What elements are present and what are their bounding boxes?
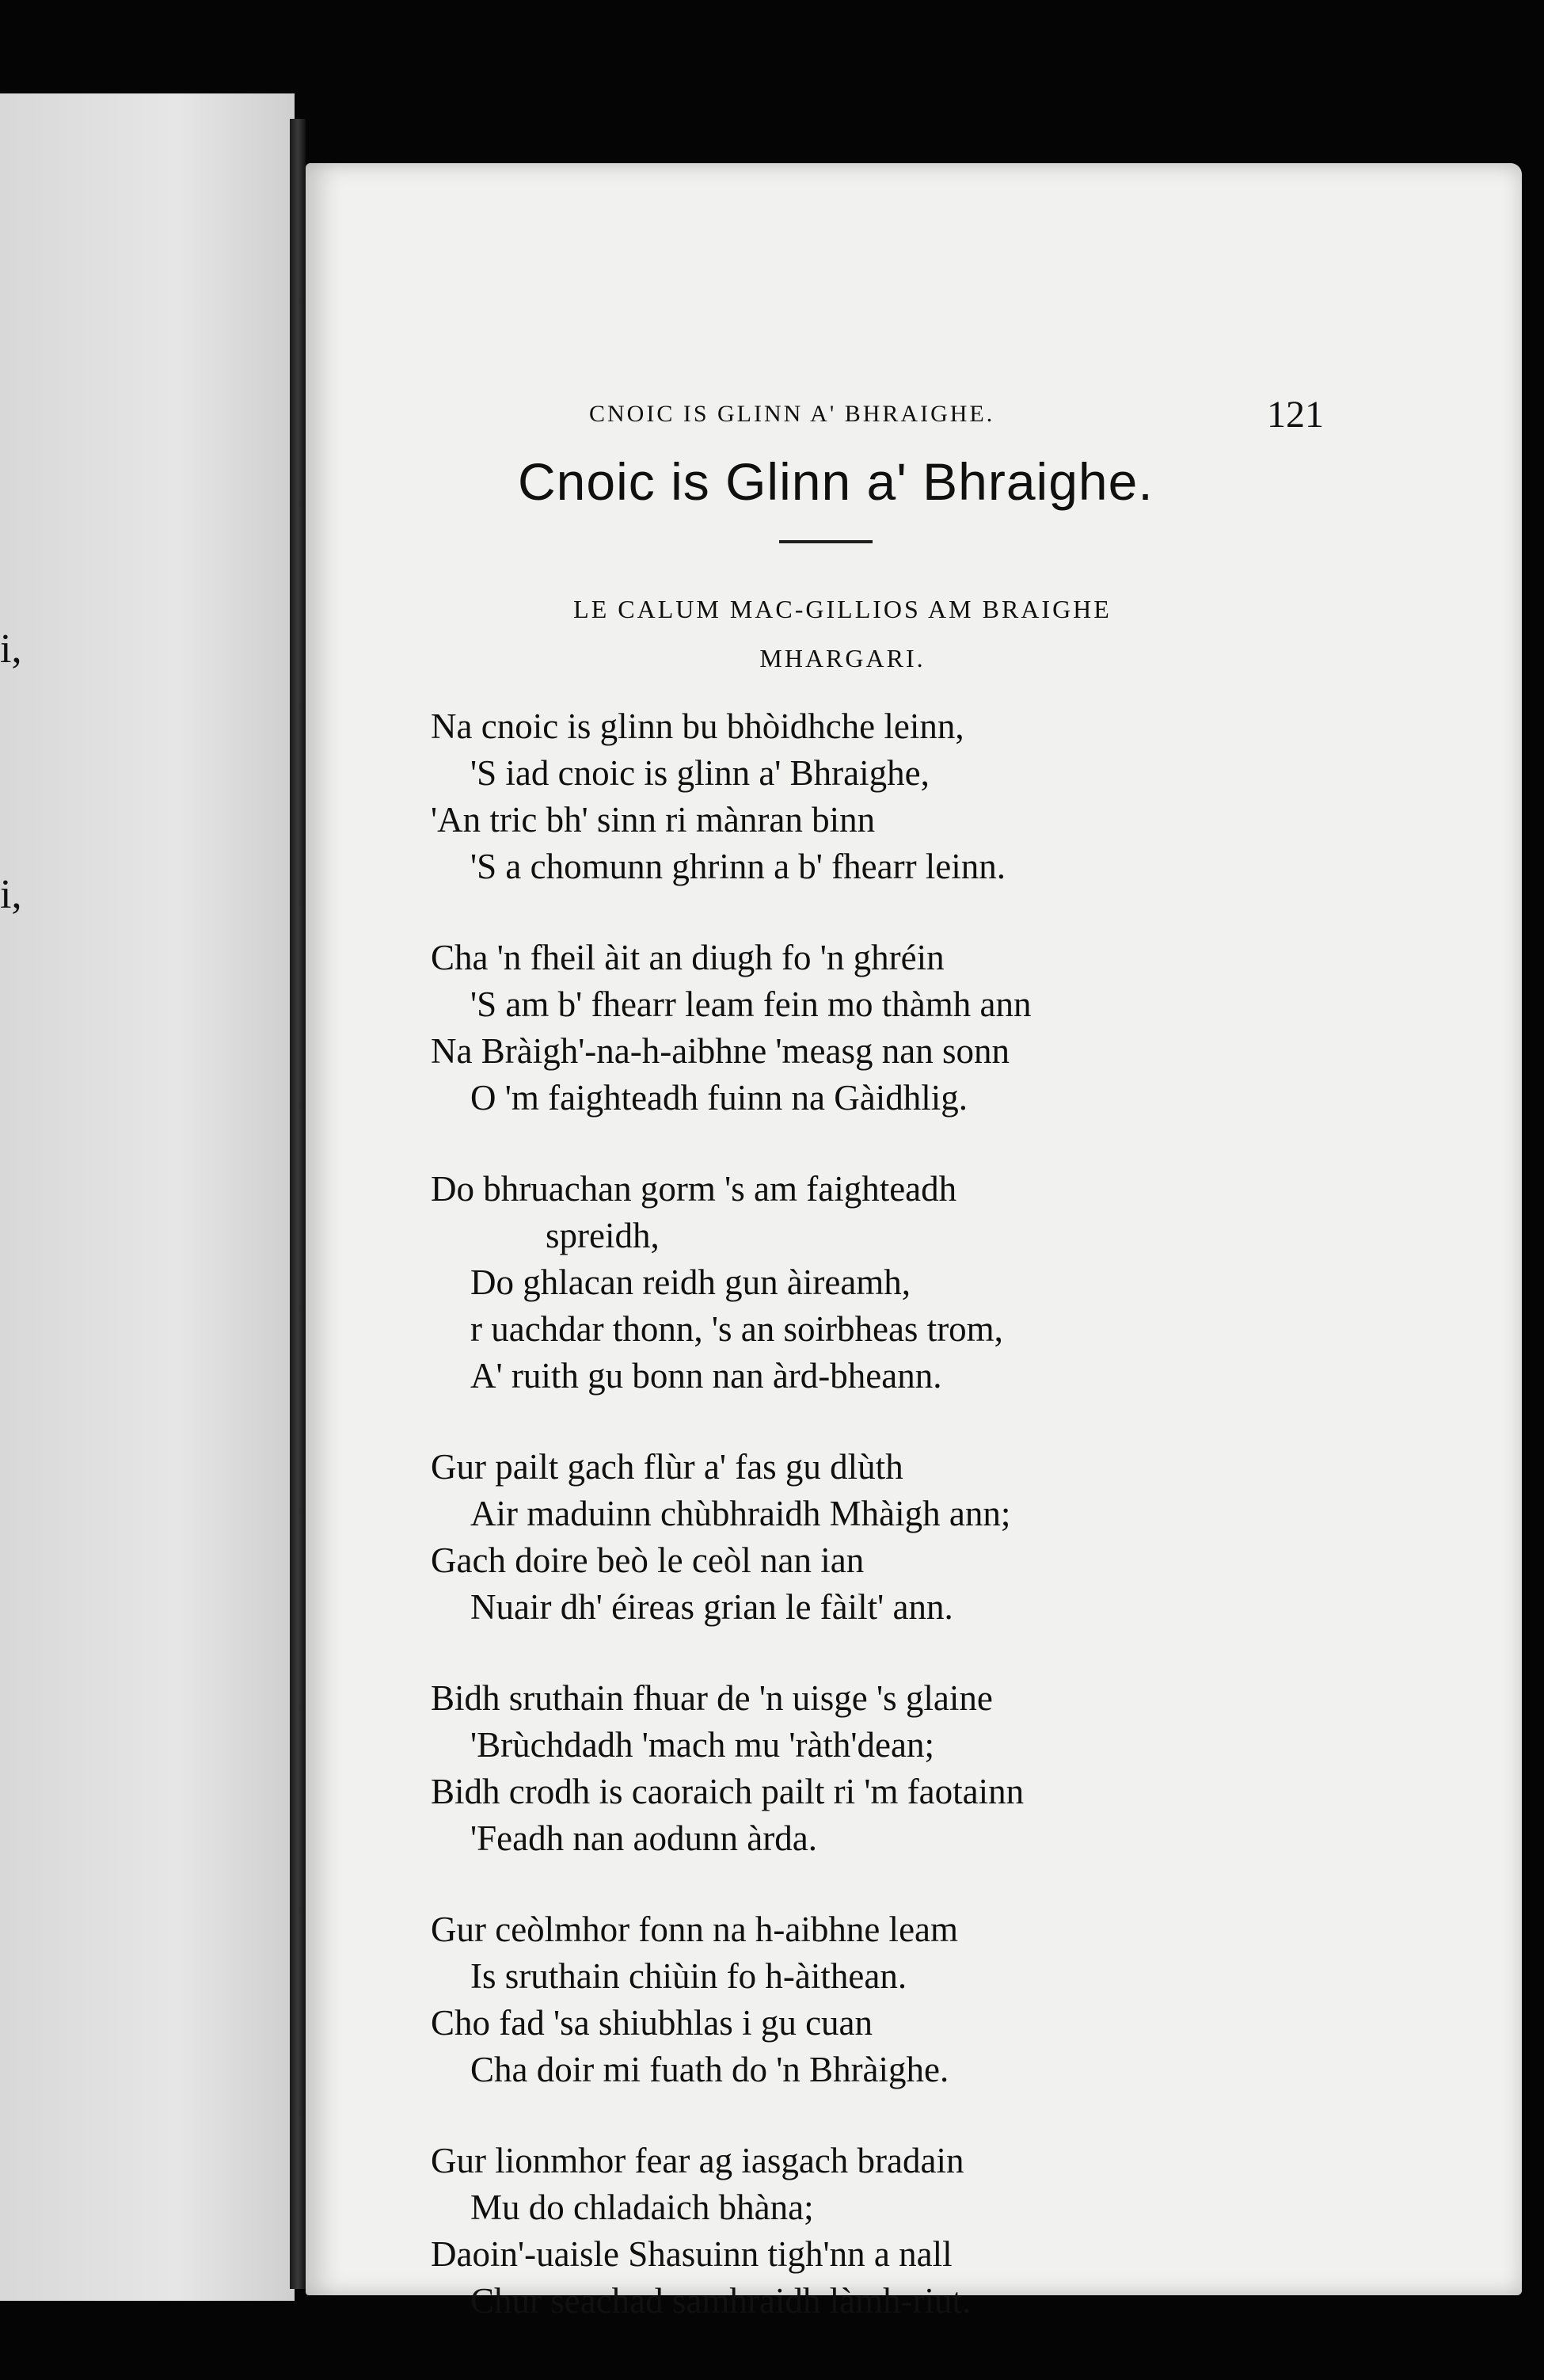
page-content xyxy=(399,393,1492,2369)
verse-line: Gur ceòlmhor fonn na h-aibhne leam xyxy=(431,1910,959,1949)
stanza-2 xyxy=(431,935,1492,1121)
verse-line: 'Brùchdadh 'mach mu 'ràth'dean; xyxy=(470,1725,934,1765)
verse-line xyxy=(431,1166,1191,1213)
stanza-3 xyxy=(431,1166,1492,1399)
stanza-5 xyxy=(431,1675,1492,1862)
running-head-title: CNOIC IS GLINN A' BHRAIGHE. xyxy=(589,401,995,427)
author-line: LE CALUM MAC-GILLIOS AM BRAIGHE xyxy=(573,595,1112,623)
verse-line: Is sruthain chiùin fo h-àithean. xyxy=(470,1956,907,1996)
stanza-4 xyxy=(431,1444,1492,1631)
verse-line: A' ruith gu bonn nan àrd-bheann. xyxy=(470,1356,942,1396)
verse-line: Air maduinn chùbhraidh Mhàigh ann; xyxy=(470,1494,1011,1533)
stanza-6 xyxy=(431,1906,1492,2093)
left-page-fragment: i, xyxy=(0,872,22,917)
verse-line: Chur seachad samhraidh làmh-riut. xyxy=(470,2281,972,2321)
poem-title: Cnoic is Glinn a' Bhraighe. xyxy=(518,452,1154,511)
verse-line: 'S a chomunn ghrinn a b' fhearr leinn. xyxy=(470,847,1006,886)
verse-line: Gach doire beò le ceòl nan ian xyxy=(431,1540,865,1580)
verse-line: r uachdar thonn, 's an soirbheas trom, xyxy=(470,1309,1003,1349)
title-rule xyxy=(779,540,873,543)
verse-line: Nuair dh' éireas grian le fàilt' ann. xyxy=(470,1587,953,1627)
verse-line: Cho fad 'sa shiubhlas i gu cuan xyxy=(431,2003,873,2043)
verse-line: Cha 'n fheil àit an diugh fo 'n ghréin xyxy=(431,938,945,977)
verse-line: Daoin'-uaisle Shasuinn tigh'nn a nall xyxy=(431,2234,953,2274)
author-byline xyxy=(518,585,1167,683)
verse-line: Na Bràigh'-na-h-aibhne 'measg nan sonn xyxy=(431,1031,1010,1071)
verse-line: 'S iad cnoic is glinn a' Bhraighe, xyxy=(470,753,930,793)
verse-line-text: Do bhruachan gorm 's am faighteadh xyxy=(431,1169,957,1209)
verse-line: Bidh crodh is caoraich pailt ri 'm faotainn xyxy=(431,1772,1025,1811)
author-line: MHARGARI. xyxy=(759,644,926,672)
verse-line: 'Feadh nan aodunn àrda. xyxy=(470,1818,817,1858)
verse-line-continuation: spreidh, xyxy=(546,1216,660,1255)
verse-line: Gur lionmhor fear ag iasgach bradain xyxy=(431,2141,964,2180)
verse-line: O 'm faighteadh fuinn na Gàidhlig. xyxy=(470,1078,968,1118)
verse-line: Gur pailt gach flùr a' fas gu dlùth xyxy=(431,1447,903,1487)
verse-line: Do ghlacan reidh gun àireamh, xyxy=(470,1262,911,1302)
verse-line: 'An tric bh' sinn ri mànran binn xyxy=(431,800,876,840)
page-number: 121 xyxy=(1267,394,1324,436)
right-page xyxy=(306,163,1522,2321)
running-head xyxy=(399,393,1492,448)
verse-line: 'S am b' fhearr leam fein mo thàmh ann xyxy=(470,984,1032,1024)
verse-line: Na cnoic is glinn bu bhòidhche leinn, xyxy=(431,706,964,746)
stanza-1 xyxy=(431,703,1492,890)
poem-body xyxy=(431,703,1492,2325)
left-page-fragment: i, xyxy=(0,626,22,672)
verse-line: Cha doir mi fuath do 'n Bhràighe. xyxy=(470,2050,949,2089)
verse-line: Mu do chladaich bhàna; xyxy=(470,2188,814,2227)
stanza-7 xyxy=(431,2138,1492,2325)
book-gutter xyxy=(290,119,306,2289)
left-facing-page xyxy=(0,93,295,2301)
verse-line: Bidh sruthain fhuar de 'n uisge 's glaine xyxy=(431,1678,993,1718)
